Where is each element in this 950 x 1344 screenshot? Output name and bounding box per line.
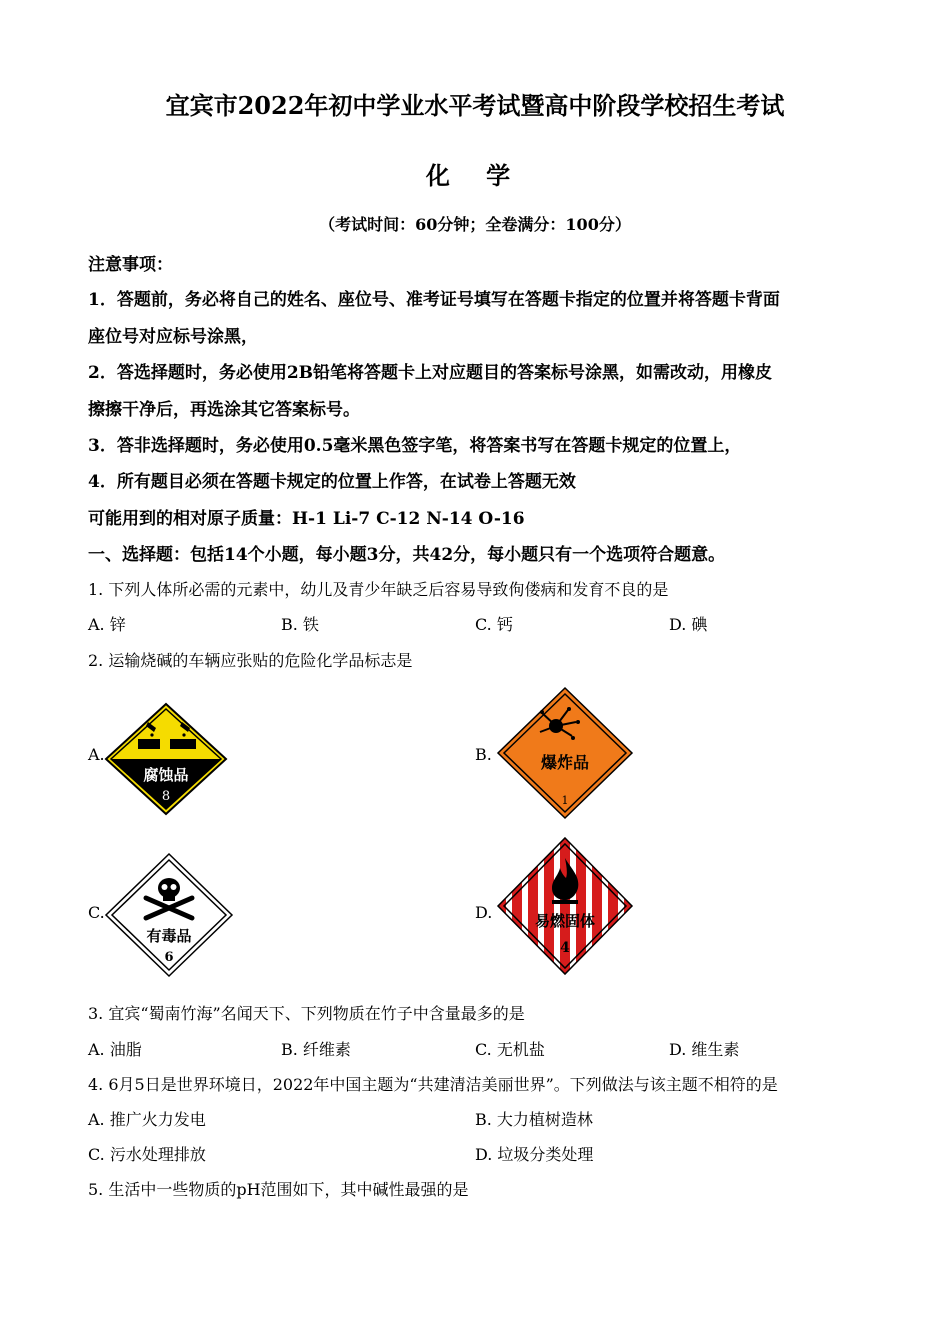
explosive-sign <box>496 686 634 820</box>
sign-text: 有毒品 <box>146 927 192 945</box>
exam-time-info: （考试时间：60分钟；全卷满分：100分） <box>319 215 631 234</box>
option-b: B. 大力植树造林 <box>475 1110 593 1129</box>
subject-title: 化 学 <box>425 161 525 190</box>
option-c: C. 污水处理排放 <box>88 1145 206 1164</box>
note-line: 座位号对应标号涂黑， <box>88 327 258 347</box>
question-stem: 2. 运输烧碱的车辆应张贴的危险化学品标志是 <box>88 651 413 670</box>
sign-text: 腐蚀品 <box>143 766 189 784</box>
flammable-solid-sign <box>496 836 634 976</box>
option-d: D. <box>475 903 493 922</box>
toxic-sign <box>104 852 234 978</box>
sign-text: 易燃固体 <box>534 912 596 930</box>
note-line: 2．答选择题时，务必使用2B铅笔将答题卡上对应题目的答案标号涂黑，如需改动，用橡皮 <box>88 363 773 383</box>
question-stem: 5. 生活中一些物质的pH范围如下，其中碱性最强的是 <box>88 1180 469 1199</box>
option-b: B. <box>475 745 492 764</box>
sign-number: 6 <box>164 950 174 965</box>
option-b: B. 铁 <box>281 615 319 634</box>
note-line: 4．所有题目必须在答题卡规定的位置上作答，在试卷上答题无效 <box>88 472 576 492</box>
question-stem: 3. 宜宾“蜀南竹海”名闻天下、下列物质在竹子中含量最多的是 <box>88 1004 525 1023</box>
corrosive-sign <box>104 702 228 816</box>
option-b: B. 纤维素 <box>281 1040 351 1059</box>
section-heading: 一、选择题：包括14个小题，每小题3分，共42分，每小题只有一个选项符合题意。 <box>88 545 726 565</box>
note-line: 1．答题前，务必将自己的姓名、座位号、准考证号填写在答题卡指定的位置并将答题卡背面 <box>88 290 780 310</box>
option-d: D. 垃圾分类处理 <box>475 1145 594 1164</box>
note-line: 3．答非选择题时，务必使用0.5毫米黑色签字笔，将答案书写在答题卡规定的位置上， <box>88 436 742 456</box>
option-d: D. 碘 <box>669 615 708 634</box>
option-c: C. 钙 <box>475 615 513 634</box>
sign-number: 8 <box>161 789 171 804</box>
page-title: 宜宾市2022年初中学业水平考试暨高中阶段学校招生考试 <box>165 91 785 120</box>
option-c: C. <box>88 903 105 922</box>
notes-heading: 注意事项： <box>88 255 173 275</box>
sign-text: 爆炸品 <box>540 753 590 772</box>
note-line: 擦擦干净后，再选涂其它答案标号。 <box>88 400 360 420</box>
sign-number: 4 <box>560 940 570 956</box>
question-stem: 4. 6月5日是世界环境日，2022年中国主题为“共建清洁美丽世界”。下列做法与该主题不相符的是 <box>88 1075 778 1094</box>
option-c: C. 无机盐 <box>475 1040 545 1059</box>
option-a: A. 锌 <box>88 615 126 634</box>
atomic-masses: 可能用到的相对原子质量：H-1 Li-7 C-12 N-14 O-16 <box>88 509 525 529</box>
question-stem: 1. 下列人体所必需的元素中，幼儿及青少年缺乏后容易导致佝偻病和发育不良的是 <box>88 580 669 599</box>
option-a: A. 推广火力发电 <box>88 1110 206 1129</box>
option-a: A. 油脂 <box>88 1040 142 1059</box>
option-a: A. <box>88 745 105 764</box>
option-d: D. 维生素 <box>669 1040 740 1059</box>
sign-number: 1 <box>561 794 569 807</box>
